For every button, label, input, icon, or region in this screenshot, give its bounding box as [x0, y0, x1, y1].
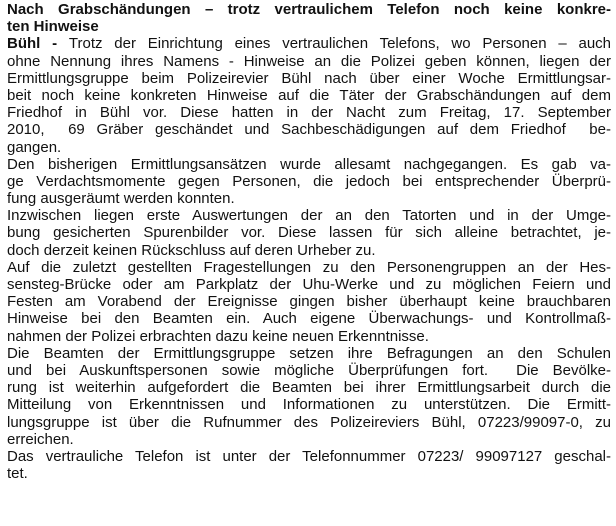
- body-line: Friedhof in Bühl vor. Diese hatten in der Nacht zum Freitag, 17. September: [7, 104, 611, 122]
- body-line: 2010, 69 Gräber geschändet und Sachbeschädigungen auf dem Friedhof be-: [7, 121, 611, 139]
- body-line: rung ist weiterhin aufgefordert die Beamten bei ihrer Ermittlungsarbeit durch die: [7, 379, 611, 397]
- body-line: doch derzeit keinen Rückschluss auf deren Urheber zu.: [7, 241, 376, 259]
- headline-line: Nach Grabschändungen – trotz vertraulichem Telefon noch keine konkre-: [7, 1, 611, 18]
- headline-line: ten Hinweise: [7, 18, 99, 36]
- press-release: [7, 1, 611, 482]
- body-line: tet.: [7, 465, 28, 483]
- dateline: Bühl -: [7, 35, 69, 53]
- body-line: sensteg-Brücke oder am Parkplatz der Uhu-Werke und zu möglichen Feiern und: [7, 276, 611, 293]
- paragraph-appeal: [7, 345, 611, 448]
- body-line: Ermittlungsgruppe beim Polizeirevier Bühl nach über einer Woche Ermittlungsar-: [7, 69, 611, 87]
- body-line: nahmen der Polizei erbrachten dazu keine neuen Erkenntnisse.: [7, 327, 429, 345]
- body-line: Das vertrauliche Telefon ist unter der Telefonnummer 07223/ 99097127 geschal-: [7, 447, 611, 465]
- body-line: Festen am Vorabend der Ereignisse gingen bisher überhaupt keine brauchbaren: [7, 293, 611, 311]
- paragraph-evidence: [7, 207, 611, 259]
- body-line: Bühl - Trotz der Einrichtung eines vertraulichen Telefons, wo Personen – auch: [7, 35, 611, 53]
- body-line: erreichen.: [7, 430, 74, 448]
- paragraph-hotline: [7, 448, 611, 482]
- paragraph-intro: [7, 35, 611, 155]
- body-line: Den bisherigen Ermittlungsansätzen wurde allesamt nachgegangen. Es gab va-: [7, 155, 611, 173]
- body-line: und bei Auskunftspersonen sowie mögliche Überprüfungen fort. Die Bevölke-: [7, 361, 611, 379]
- body-line: Auf die zuletzt gestellten Fragestellungen zu den Personengruppen an der Hes-: [7, 258, 611, 276]
- paragraph-leads: [7, 156, 611, 208]
- body-line: lungsgruppe ist über die Rufnummer des Polizeireviers Bühl, 07223/99097-0, zu: [7, 413, 611, 431]
- paragraph-questions: [7, 259, 611, 345]
- body-line: beit noch keine konkreten Hinweise auf die Täter der Grabschändungen auf dem: [7, 86, 611, 104]
- body-line: ge Verdachtsmomente gegen Personen, die jedoch bei entsprechender Überprü-: [7, 172, 611, 190]
- body-line: Mitteilung von Erkenntnissen und Informationen zu unterstützen. Die Ermitt-: [7, 396, 611, 414]
- headline: [7, 1, 611, 35]
- body-line: fung ausgeräumt werden konnten.: [7, 190, 235, 208]
- body-line: ohne Nennung ihres Namens - Hinweise an die Polizei geben können, liegen der: [7, 52, 611, 70]
- body-line: bung gesicherten Spurenbilder vor. Diese lassen für sich alleine betrachtet, je-: [7, 224, 611, 242]
- body-line: Inzwischen liegen erste Auswertungen der an den Tatorten und in der Umge-: [7, 207, 611, 225]
- body-line: Die Beamten der Ermittlungsgruppe setzen ihre Befragungen an den Schulen: [7, 344, 611, 362]
- body-line: gangen.: [7, 138, 62, 156]
- body-line: Hinweise bei den Beamten ein. Auch eigene Überwachungs- und Kontrollmaß-: [7, 310, 611, 328]
